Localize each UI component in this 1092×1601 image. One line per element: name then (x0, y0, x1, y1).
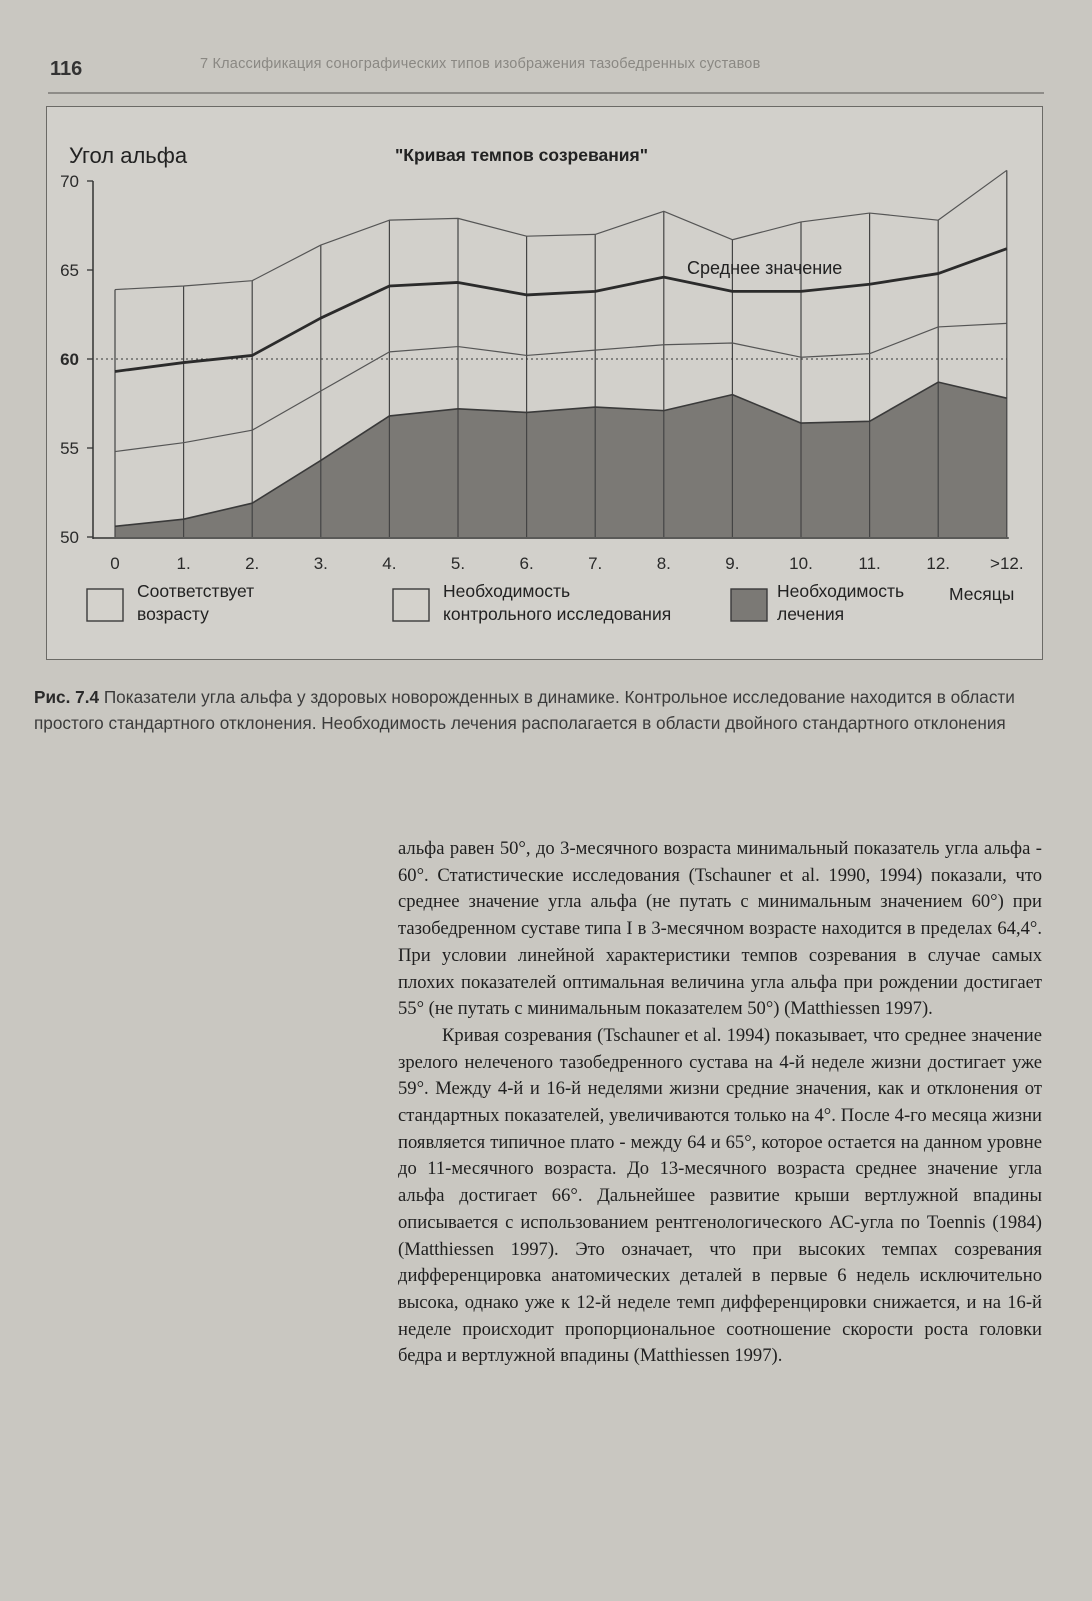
x-tick-label: 5. (450, 554, 466, 573)
body-text (398, 836, 1042, 1370)
x-tick-label: 1. (176, 554, 191, 573)
legend-label: контрольного исследования (443, 604, 672, 624)
x-tick-label: 9. (725, 554, 740, 573)
caption-text: Показатели угла альфа у здоровых новорожденных в динамике. Контрольное исследование находится в области простого стандартного отклонения. Необходимость лечения располагается в области двойного стандартного отклонения (34, 687, 1015, 733)
maturation-chart (47, 107, 1041, 658)
legend-swatch (87, 589, 123, 621)
page-number: 116 (50, 58, 83, 80)
x-tick-label: 10. (789, 554, 813, 573)
treatment-area (115, 382, 1007, 537)
legend-label: лечения (777, 604, 845, 624)
series-line-upper (115, 170, 1007, 289)
legend-label: Необходимость (443, 581, 571, 601)
x-axis-title: Месяцы (949, 584, 1015, 604)
x-tick-label: 11. (858, 554, 881, 573)
x-tick-label: 8. (656, 554, 671, 573)
legend-swatch (393, 589, 429, 621)
x-tick-label: 6. (519, 554, 534, 573)
mean-series-label: Среднее значение (687, 258, 843, 278)
body-paragraph-2: Кривая созревания (Tschauner et al. 1994) показывает, что среднее значение зрелого нелеченого тазобедренного сустава на 4-й неделе жизни достигает уже 59°. Между 4-й и 16-й неделями жизни средние значения, как и отклонения от стандартных показателей, увеличиваются только на 4°. После 4-го месяца жизни появляется типичное плато - между 64 и 65°, которое остается на данном уровне до 11-месячного возраста. До 13-месячного возраста среднее значение угла альфа достигает 66°. Дальнейшее развитие крыши вертлужной впадины описывается с использованием рентгенологического АС-угла по Toennis (1984) (Matthiessen 1997). Это означает, что при высоких темпах созревания дифференцировка анатомических деталей в первые 6 недель исключительно высока, однако уже к 12-й неделе темп дифференцировки снижается, и на 16-й неделе происходит пропорциональное соотношение скорости роста головки бедра и вертлужной впадины (Matthiessen 1997). (398, 1024, 1042, 1367)
x-tick-label: 2. (245, 554, 260, 573)
header-rule (48, 92, 1044, 94)
y-axis-title: Угол альфа (69, 143, 188, 168)
y-tick-label: 70 (60, 172, 79, 191)
figure-caption (34, 684, 1046, 736)
y-tick-label: 50 (60, 528, 79, 547)
x-tick-label: 4. (382, 554, 397, 573)
figure-frame (46, 106, 1043, 660)
x-tick-label: 3. (313, 554, 328, 573)
y-tick-label: 55 (60, 439, 79, 458)
legend-label: Необходимость (777, 581, 905, 601)
legend-label: возрасту (137, 604, 209, 624)
y-tick-label: 65 (60, 261, 79, 280)
x-tick-label: >12. (990, 554, 1024, 573)
x-tick-label: 12. (926, 554, 951, 573)
figure-label: Рис. 7.4 (34, 687, 100, 707)
legend-swatch (731, 589, 767, 621)
chart-title: "Кривая темпов созревания" (395, 145, 649, 165)
y-tick-label: 60 (60, 350, 79, 369)
x-tick-label: 0 (110, 554, 120, 573)
body-paragraph-1: альфа равен 50°, до 3-месячного возраста минимальный показатель угла альфа - 60°. Статистические исследования (Tschauner et al. 1990, 1994) показали, что среднее значение угла альфа (не путать с минимальным значением 60°) при тазобедренном суставе типа I в 3-месячном возрасте находится в пределах 64,4°. При условии линейной характеристики темпов созревания в случае самых плохих показателей оптимальная величина угла альфа при рождении достигает 55° (не путать с минимальным показателем 50°) (Matthiessen 1997). (398, 838, 1042, 1020)
running-header: 7 Классификация сонографических типов изображения тазобедренных суставов (200, 56, 761, 72)
legend-label: Соответствует (137, 581, 255, 601)
x-tick-label: 7. (588, 554, 603, 573)
